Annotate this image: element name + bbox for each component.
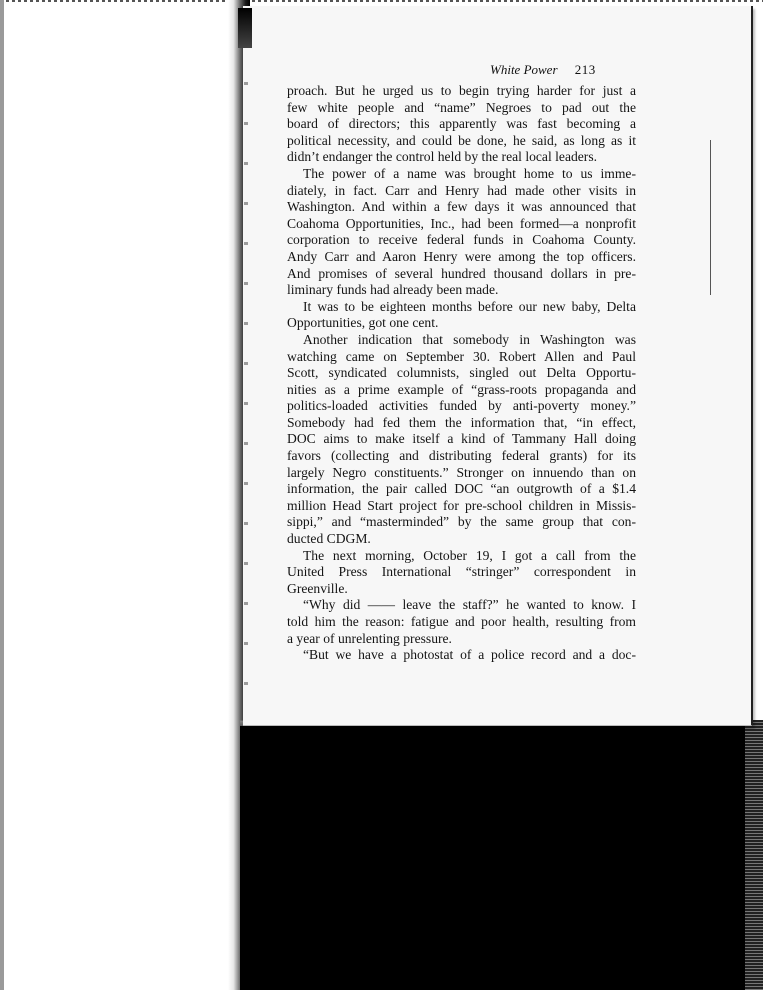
scan-right-edge bbox=[745, 720, 763, 990]
text-line: few white people and “name” Negroes to pad out the bbox=[287, 99, 636, 115]
text-line: Opportunities, got one cent. bbox=[287, 315, 439, 331]
text-line: Greenville. bbox=[287, 580, 348, 596]
text-line: watching came on September 30. Robert Allen and Paul bbox=[287, 348, 636, 364]
text-line: Scott, syndicated columnists, singled out Delta Opportu- bbox=[287, 365, 636, 381]
scan-left-edge bbox=[0, 0, 4, 990]
text-line: “But we have a photostat of a police record and a doc- bbox=[303, 647, 636, 663]
text-line: The power of a name was brought home to us imme- bbox=[303, 165, 636, 181]
scanner-background bbox=[240, 726, 763, 990]
page-number: 213 bbox=[574, 62, 596, 77]
text-line: It was to be eighteen months before our new baby, Delta bbox=[303, 298, 636, 314]
text-line: board of directors; this apparently was fast becoming a bbox=[287, 116, 636, 132]
text-line: Somebody had fed them the information that, “in effect, bbox=[287, 414, 636, 430]
text-line: information, the pair called DOC “an outgrowth of a $1.4 bbox=[287, 481, 636, 497]
gutter-shadow-top bbox=[238, 8, 252, 48]
text-line: told him the reason: fatigue and poor health, resulting from bbox=[287, 614, 636, 629]
text-line: politics-loaded activities funded by anti-poverty money.” bbox=[287, 398, 636, 414]
scan-top-edge bbox=[0, 0, 763, 2]
text-line: nities as a prime example of “grass-roots propaganda and bbox=[287, 381, 636, 397]
text-line: United Press International “stringer” correspondent in bbox=[287, 564, 636, 580]
text-line: million Head Start project for pre-school children in Missis- bbox=[287, 497, 636, 513]
text-line: a year of unrelenting pressure. bbox=[287, 630, 452, 646]
text-line: corporation to receive federal funds in Coahoma County. bbox=[287, 232, 636, 248]
text-line: favors (collecting and distributing federal grants) for its bbox=[287, 448, 636, 464]
page-crease-line bbox=[710, 140, 711, 295]
running-head-title: White Power bbox=[490, 62, 558, 77]
page-margin-marks bbox=[244, 60, 248, 700]
text-line: “Why did —— leave the staff?” he wanted to know. I bbox=[303, 597, 636, 613]
text-line: proach. But he urged us to begin trying harder for just a bbox=[287, 83, 636, 98]
text-line: liminary funds had already been made. bbox=[287, 282, 499, 298]
text-line: And promises of several hundred thousand dollars in pre- bbox=[287, 265, 636, 281]
text-line: didn’t endanger the control held by the real local leaders. bbox=[287, 149, 598, 165]
text-line: The next morning, October 19, I got a call from the bbox=[303, 547, 636, 563]
text-line: political necessity, and could be done, he said, as long as it bbox=[287, 132, 636, 148]
text-line: ducted CDGM. bbox=[287, 531, 371, 547]
body-text bbox=[287, 83, 636, 664]
text-line: largely Negro constituents.” Stronger on innuendo than on bbox=[287, 464, 636, 480]
running-head bbox=[490, 62, 596, 78]
text-line: Washington. And within a few days it was announced that bbox=[287, 199, 636, 215]
text-line: Another indication that somebody in Washington was bbox=[303, 331, 636, 347]
text-line: Andy Carr and Aaron Henry were among the top officers. bbox=[287, 248, 636, 264]
text-line: DOC aims to make itself a kind of Tammany Hall doing bbox=[287, 431, 636, 447]
text-line: sippi,” and “masterminded” by the same group that con- bbox=[287, 514, 636, 530]
text-line: Coahoma Opportunities, Inc., had been formed—a nonprofit bbox=[287, 215, 636, 231]
text-line: diately, in fact. Carr and Henry had made other visits in bbox=[287, 182, 636, 198]
